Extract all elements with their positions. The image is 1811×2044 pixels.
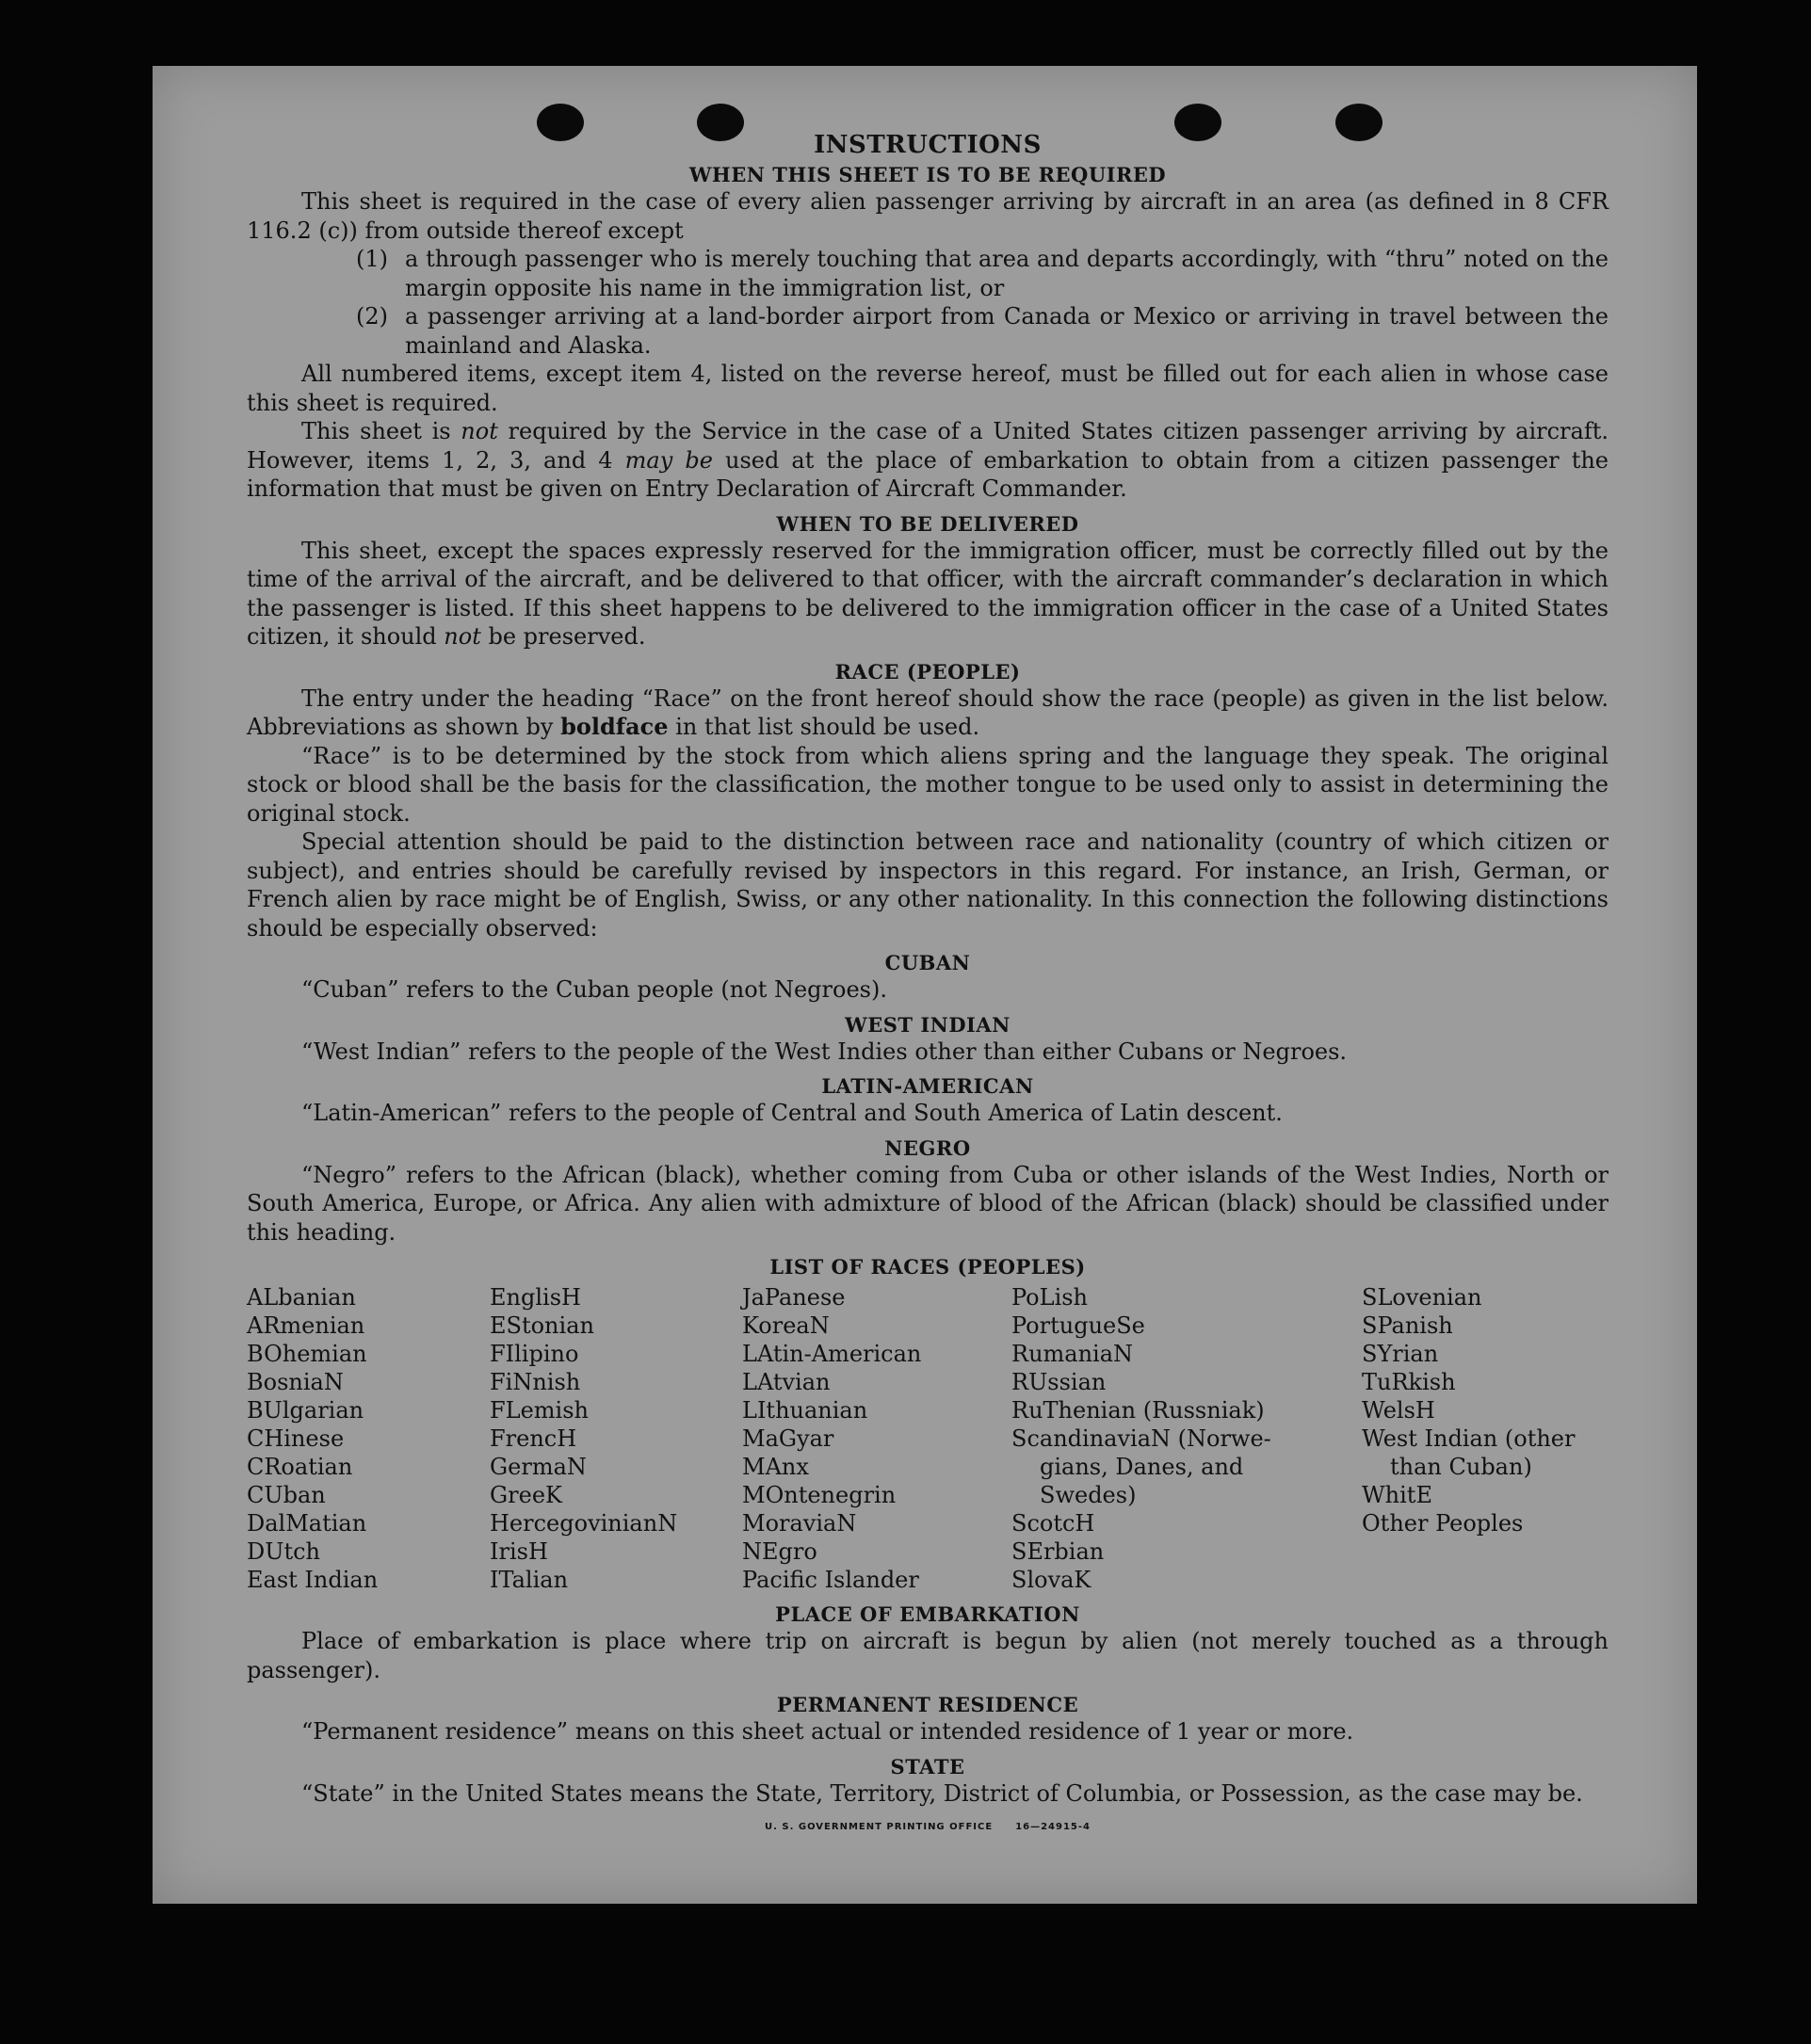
exception-item [356,245,1609,302]
paragraph-race-entry: The entry under the heading “Race” on the front hereof should show the race (people) as given in the list below. Abbreviations as shown by boldface in that list should be used. [247,684,1609,740]
heading-place-of-embarkation: PLACE OF EMBARKATION [775,1602,1080,1626]
paragraph-citizen: This sheet is not required by the Service in the case of a United States citizen passenger arriving by aircraft. However, items 1, 2, 3, and 4 may be used at the place of embarkation to obtain from a citizen passenger the information that must be given on Entry Declaration of Aircraft Commander. [247,418,1609,502]
races-column-3 [742,1283,1011,1594]
race-item: MOntenegrin [742,1482,897,1508]
item-number: (2) [356,303,388,330]
race-item: JaPanese [742,1284,846,1311]
item-text: a through passenger who is merely touching that area and departs accordingly, with “thru” noted on the margin opposite his name in the immigration list, or [405,246,1609,301]
races-column-1 [247,1283,490,1594]
race-item: Other Peoples [1362,1510,1524,1537]
heading-list-of-races: LIST OF RACES (PEOPLES) [769,1255,1086,1279]
race-item: CHinese [247,1425,345,1452]
race-item: CUban [247,1482,326,1508]
race-item: EnglisH [490,1284,581,1311]
race-item: WhitE [1362,1482,1432,1508]
race-item: PortugueSe [1011,1312,1145,1339]
race-item: DUtch [247,1538,321,1565]
race-item: ScotcH [1011,1510,1095,1537]
paragraph-required: This sheet is required in the case of every alien passenger arriving by aircraft in an area (as defined in 8 CFR 116.2 (c)) from outside thereof except [247,188,1609,244]
printer-office: U. S. GOVERNMENT PRINTING OFFICE [764,1822,994,1832]
race-item: ITalian [490,1567,569,1593]
race-item: RUssian [1011,1369,1107,1395]
exception-item [356,302,1609,360]
paragraph-numbered-items: All numbered items, except item 4, listed on the reverse hereof, must be filled out for each alien in whose case this sheet is required. [247,361,1609,416]
race-item: ScandinaviaN (Norwe- [1011,1425,1271,1452]
race-item: SErbian [1011,1538,1105,1565]
race-item: MAnx [742,1454,809,1480]
race-item: SlovaK [1011,1567,1091,1593]
race-item: FrencH [490,1425,577,1452]
race-item: BOhemian [247,1341,367,1367]
item-text: a passenger arriving at a land-border airport from Canada or Mexico or arriving in travel between the mainland and Alaska. [405,303,1609,359]
race-item: RumaniaN [1011,1341,1134,1367]
instructions-content [247,130,1609,1843]
race-item: ALbanian [247,1284,356,1311]
races-column-4 [1011,1283,1362,1594]
race-item: ARmenian [247,1312,365,1339]
race-item: GermaN [490,1454,587,1480]
race-item: than Cuban) [1390,1454,1532,1480]
race-item: BosniaN [247,1369,344,1395]
heading-when-required: WHEN THIS SHEET IS TO BE REQUIRED [688,163,1167,186]
paragraph-latin-american: “Latin-American” refers to the people of Central and South America of Latin descent. [301,1100,1283,1126]
races-list [247,1283,1609,1594]
paragraph-west-indian: “West Indian” refers to the people of the West Indies other than either Cubans or Negroes. [301,1038,1348,1065]
race-item: PoLish [1011,1284,1089,1311]
race-item: RuThenian (Russniak) [1011,1397,1265,1424]
races-column-2 [490,1283,742,1594]
heading-when-delivered: WHEN TO BE DELIVERED [776,511,1079,536]
heading-west-indian: WEST INDIAN [845,1012,1011,1037]
page-title: INSTRUCTIONS [814,131,1042,159]
heading-state: STATE [890,1754,965,1778]
paragraph-delivered: This sheet, except the spaces expressly reserved for the immigration officer, must be correctly filled out by the time of the arrival of the aircraft, and be delivered to that officer, with the aircraft commander’s declaration in which the passenger is listed. If this sheet happens to be delivered to the immigration officer in the case of a United States citizen, it should not be preserved. [247,537,1609,650]
race-item: Pacific Islander [742,1567,919,1593]
race-item: BUlgarian [247,1397,364,1424]
race-item: EStonian [490,1312,594,1339]
paragraph-state: “State” in the United States means the State, Territory, District of Columbia, or Possession, as the case may be. [301,1779,1583,1807]
race-item: East Indian [247,1567,379,1593]
race-item: IrisH [490,1538,548,1565]
race-item: HercegovinianN [490,1510,678,1537]
form-code: 16—24915-4 [1015,1822,1091,1832]
race-item: WelsH [1362,1397,1435,1424]
race-item: gians, Danes, and [1040,1454,1244,1480]
race-item: LAtvian [742,1369,831,1395]
race-item: FiNnish [490,1369,581,1395]
heading-permanent-residence: PERMANENT RESIDENCE [776,1693,1079,1716]
race-item: SPanish [1362,1312,1453,1339]
race-item: Swedes) [1040,1482,1137,1508]
paragraph-negro: “Negro” refers to the African (black), whether coming from Cuba or other islands of the West Indies, North or South America, Europe, or Africa. Any alien with admixture of blood of the African (black) should be classified under this heading. [247,1161,1609,1246]
printer-imprint [247,1813,1609,1843]
race-item: West Indian (other [1362,1425,1576,1452]
paragraph-cuban: “Cuban” refers to the Cuban people (not Negroes). [301,976,887,1003]
race-item: MoraviaN [742,1510,857,1537]
race-item: MaGyar [742,1425,834,1452]
document-sheet [153,66,1697,1904]
race-item: LAtin-American [742,1341,922,1367]
race-item: LIthuanian [742,1397,868,1424]
paragraph-embarkation: Place of embarkation is place where trip on aircraft is begun by alien (not merely touched as a through passenger). [247,1628,1609,1683]
race-item: CRoatian [247,1454,353,1480]
race-item: KoreaN [742,1312,830,1339]
race-item: FLemish [490,1397,589,1424]
paragraph-race-nationality: Special attention should be paid to the distinction between race and nationality (country of which citizen or subject), and entries should be carefully revised by inspectors in this regard. For instance, an Irish, German, or French alien by race might be of English, Swiss, or any other nationality. In this connection the following distinctions should be especially observed: [247,829,1609,942]
heading-race: RACE (PEOPLE) [834,659,1021,684]
race-item: GreeK [490,1482,562,1508]
race-item: NEgro [742,1538,817,1565]
item-number: (1) [356,246,388,272]
paragraph-race-stock: “Race” is to be determined by the stock from which aliens spring and the language they speak. The original stock or blood shall be the basis for the classification, the mother tongue to be used only to assist in determining the original stock. [247,742,1609,827]
heading-latin-american: LATIN-AMERICAN [821,1074,1034,1098]
race-item: FIlipino [490,1341,579,1367]
heading-negro: NEGRO [884,1135,971,1160]
heading-cuban: CUBAN [884,951,971,974]
race-item: SYrian [1362,1341,1439,1367]
race-item: TuRkish [1362,1369,1456,1395]
paragraph-residence: “Permanent residence” means on this sheet actual or intended residence of 1 year or more. [301,1718,1354,1745]
race-item: DalMatian [247,1510,367,1537]
race-item: SLovenian [1362,1284,1482,1311]
races-column-5 [1362,1283,1609,1594]
